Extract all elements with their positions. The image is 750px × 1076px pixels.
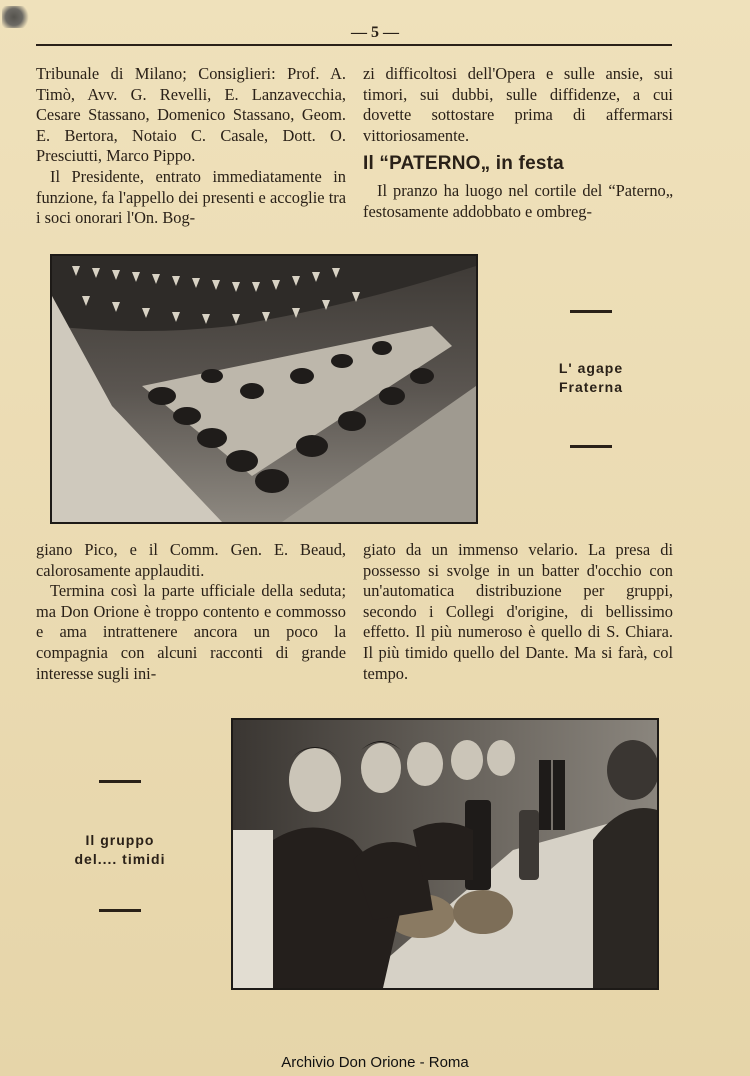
caption-rule-bottom xyxy=(570,445,612,448)
caption-agape-text xyxy=(536,359,646,397)
caption-rule-top xyxy=(570,310,612,313)
caption-group-text xyxy=(60,831,180,869)
paragraph-applause: giano Pico, e il Comm. Gen. E. Beaud, calorosamente applauditi. xyxy=(36,540,346,580)
photo-banquet-courtyard xyxy=(50,254,478,524)
right-column-upper xyxy=(363,64,673,222)
paragraph-difficulties: zi difficoltosi dell'Opera e sulle ansie, sui timori, sui dubbi, sulle diffidenze, a cui dovette sottostare prima di affermarsi vittoriosamente. xyxy=(363,64,673,145)
paragraph-council-list: Tribunale di Milano; Consiglieri: Prof. A. Timò, Avv. G. Revelli, E. Lanzavecchia, Cesare Stassano, Domenico Stassano, Geom. E. Bertora, Notaio C. Casale, Dott. O. Presciutti, Marco Pippo. xyxy=(36,64,346,166)
paragraph-velario: giato da un immenso velario. La presa di possesso si svolge in un batter d'occhio con un'automatica distribuzione per gruppi, secondo i Collegi d'origine, di bellissimo effetto. Il più numeroso è quello di S. Chiara. Il più timido quello del Dante. Ma si farà, col tempo. xyxy=(363,540,673,683)
photo-group-timid xyxy=(231,718,659,990)
header-rule xyxy=(36,44,672,46)
caption-agape-line-2: Fraterna xyxy=(558,379,624,395)
caption-rule-bottom xyxy=(99,909,141,912)
page-number: — 5 — xyxy=(351,24,399,41)
left-column-lower xyxy=(36,540,346,684)
paragraph-don-orione: Termina così la parte ufficiale della seduta; ma Don Orione è troppo contento e commosso e ama intrattenere ancora un poco la compagnia con alcuni racconti di grande interesse sugli ini- xyxy=(36,581,346,683)
caption-group-line-1: Il gruppo xyxy=(85,832,155,848)
photo-banquet-image xyxy=(52,256,476,522)
caption-rule-top xyxy=(99,780,141,783)
caption-group-line-2: del.... timidi xyxy=(74,851,166,867)
right-column-lower xyxy=(363,540,673,684)
left-column-upper xyxy=(36,64,346,229)
section-heading-paterno: Il “PATERNO„ in festa xyxy=(363,153,564,175)
paragraph-lunch: Il pranzo ha luogo nel cortile del “Paterno„ festosamente addobbato e ombreg- xyxy=(363,180,673,221)
caption-agape xyxy=(536,310,646,448)
paragraph-president: Il Presidente, entrato immediatamente in funzione, fa l'appello dei presenti e accoglie tra i soci onorari l'On. Bog- xyxy=(36,166,346,228)
caption-group xyxy=(60,780,180,912)
caption-agape-line-1: L' agape xyxy=(558,360,624,376)
photo-group-image xyxy=(233,720,657,988)
archive-footer: Archivio Don Orione - Roma xyxy=(281,1054,469,1071)
